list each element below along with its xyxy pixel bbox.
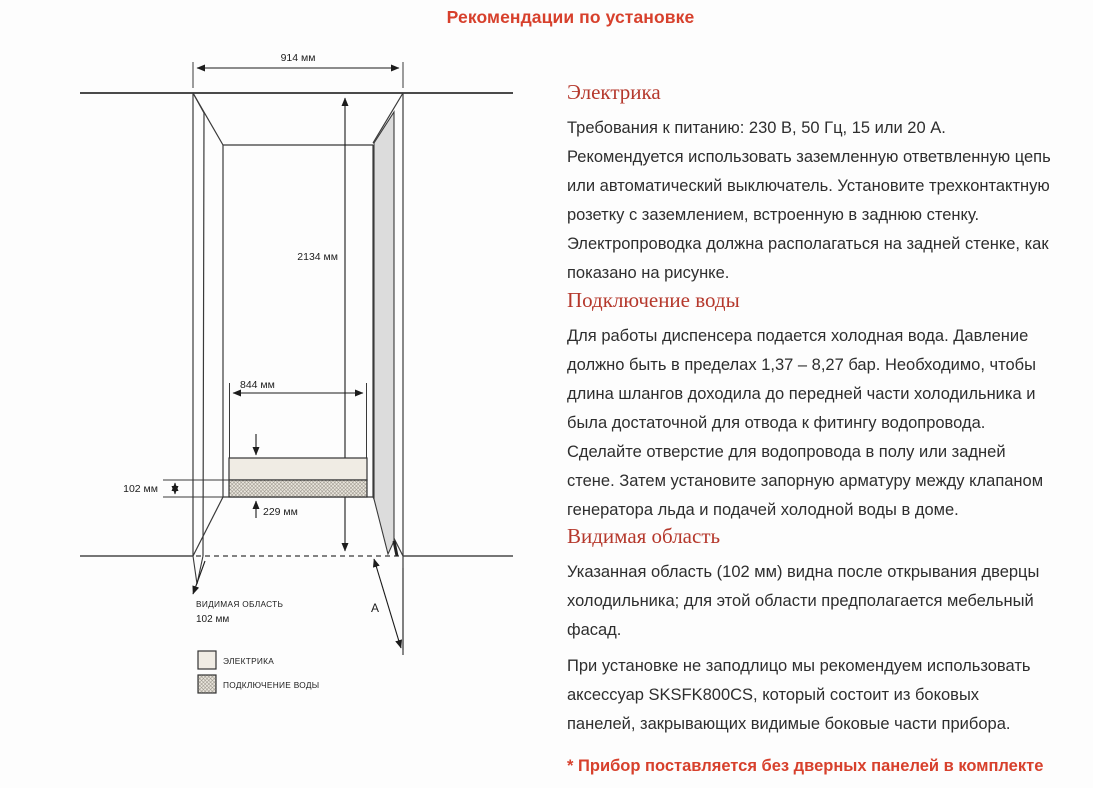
- section-water-text: Для работы диспенсера подается холодная вода. Давление должно быть в пределах 1,37 – 8,27 бар. Необходимо, чтобы длина шлангов доходила до передней части холодильника и была достаточной для отвода к фитингу водопровода. Сделайте отверстие для водопровода в полу или задней стене. Затем установите запорную арматуру между клапаном генератора льда и подачей холодной воды в доме.: [567, 327, 1044, 520]
- dimension-width: [193, 52, 403, 88]
- section-electrical-heading: Электрика: [567, 80, 661, 104]
- dim-visible-label: 102 мм: [123, 483, 158, 495]
- dim-unit-width-label: 844 мм: [240, 379, 275, 391]
- section-electrical-text: Требования к питанию: 230 В, 50 Гц, 15 или 20 А. Рекомендуется использовать заземленную ответвленную цепь или автоматический выключатель. Установите трехконтактную розетку с заземлением, встроенную в заднюю стенку. Электропроводка должна располагаться на задней стенке, как показано на рисунке.: [567, 119, 1051, 283]
- dimension-outlet-height: [256, 501, 298, 518]
- niche-outline: [193, 93, 403, 655]
- legend-electrical-label: ЭЛЕКТРИКА: [223, 656, 275, 666]
- electrical-zone-box: [229, 458, 367, 480]
- dimension-unit-width: [230, 379, 367, 458]
- page-title: Рекомендации по установке: [446, 7, 695, 27]
- visible-area-label: ВИДИМАЯ ОБЛАСТЬ: [196, 599, 284, 609]
- accessory-note: При установке не заподлицо мы рекомендуем использовать аксессуар SKSFK800CS, который состоит из боковых панелей, закрывающих видимые боковые части прибора.: [567, 657, 1031, 733]
- water-zone-box: [229, 480, 367, 497]
- dim-width-label: 914 мм: [280, 52, 316, 64]
- legend-water-swatch: [198, 675, 216, 693]
- visible-area-value: 102 мм: [196, 614, 230, 625]
- dimension-visible-height: [123, 480, 229, 497]
- section-electrical: [567, 80, 1051, 288]
- legend-water-label: ПОДКЛЮЧЕНИЕ ВОДЫ: [223, 680, 320, 690]
- section-visible-area-heading: Видимая область: [567, 524, 721, 548]
- section-visible-area: [567, 524, 1051, 645]
- door-depth-dimension: [371, 559, 401, 648]
- legend-electrical-swatch: [198, 651, 216, 669]
- dim-height-label: 2134 мм: [297, 251, 338, 263]
- footnote: * Прибор поставляется без дверных панелей в комплекте: [567, 757, 1044, 775]
- door-dim-label: А: [371, 601, 380, 615]
- section-visible-area-text: Указанная область (102 мм) видна после открывания дверцы холодильника; для этой области предполагается мебельный фасад.: [567, 563, 1040, 640]
- dim-outlet-height-label: 229 мм: [263, 506, 298, 518]
- section-water-heading: Подключение воды: [567, 288, 740, 312]
- content-column: [567, 0, 1051, 788]
- diagram-legend: [198, 651, 319, 693]
- visible-area-callout: [193, 561, 284, 625]
- section-water: [567, 288, 1051, 525]
- side-panel-shaded: [374, 112, 394, 554]
